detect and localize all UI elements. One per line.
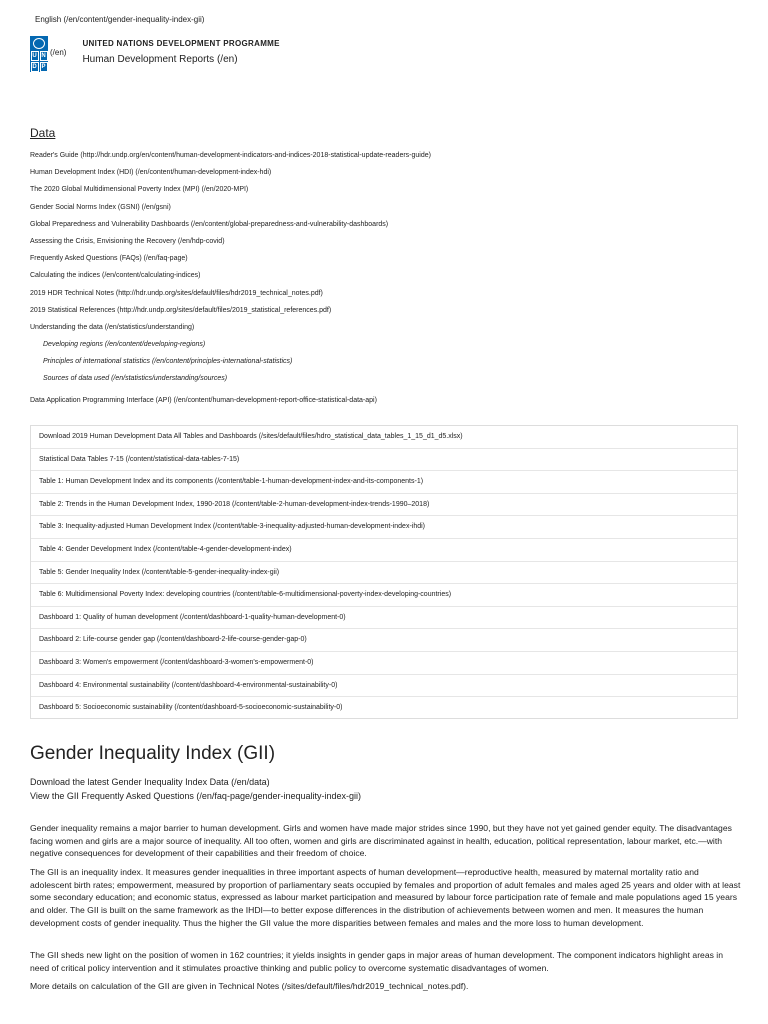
tables-list-box [30,425,738,719]
un-emblem-icon [33,38,45,49]
language-link[interactable]: English (/en/content/gender-inequality-index-gii) [35,15,205,24]
gii-links [30,775,361,803]
data-sub-link[interactable]: Developing regions (/en/content/developing-regions) [43,341,206,349]
data-link[interactable]: 2019 Statistical References (http://hdr.undp.org/sites/default/files/2019_statistical_references.pdf) [30,306,332,314]
technical-notes-paragraph[interactable]: More details on calculation of the GII are given in Technical Notes (/sites/default/files/hdr2019_technical_notes.pdf). [30,981,469,991]
table-link-row[interactable]: Dashboard 5: Socioeconomic sustainability (/content/dashboard-5-socioeconomic-sustainability-0) [39,704,343,712]
data-link[interactable]: Calculating the indices (/en/content/calculating-indices) [30,272,201,280]
page-title: Gender Inequality Index (GII) [30,743,276,764]
data-link[interactable]: Global Preparedness and Vulnerability Dashboards (/en/content/global-preparedness-and-vulnerability-dashboards) [30,220,389,228]
gii-faq-link[interactable]: View the GII Frequently Asked Questions (/en/faq-page/gender-inequality-index-gii) [30,791,362,801]
site-link[interactable]: Human Development Reports (/en) [82,54,238,65]
data-link[interactable]: Reader's Guide (http://hdr.undp.org/en/content/human-development-indicators-and-indices-2018-statistical-update-readers-guide) [30,152,431,159]
data-link[interactable]: Understanding the data (/en/statistics/understanding) [30,323,195,331]
logo-letter: N [41,53,46,59]
logo-home-link[interactable]: (/en) [50,48,67,57]
data-heading[interactable]: Data [30,126,56,140]
table-link-row[interactable]: Table 1: Human Development Index and its components (/content/table-1-human-development-index-and-its-components-1) [31,471,737,494]
table-link-row[interactable]: Statistical Data Tables 7-15 (/content/statistical-data-tables-7-15) [31,449,737,472]
data-link[interactable]: 2019 HDR Technical Notes (http://hdr.undp.org/sites/default/files/hdr2019_technical_notes.pdf) [30,289,323,297]
table-link-row[interactable]: Dashboard 2: Life-course gender gap (/content/dashboard-2-life-course-gender-gap-0) [31,629,737,652]
api-link[interactable]: Data Application Programming Interface (API) (/en/content/human-development-report-office-statistical-data-api) [30,396,377,404]
data-link[interactable]: Assessing the Crisis, Envisioning the Recovery (/en/hdp-covid) [30,237,225,245]
download-gii-link[interactable]: Download the latest Gender Inequality Index Data (/en/data) [30,777,270,787]
logo-letters [31,51,48,72]
body-paragraph: Gender inequality remains a major barrier to human development. Girls and women have made major strides since 1990, but they have not yet gained gender equity. The disadvantages facing women and girls are a major source of inequality. All too often, women and girls are discriminated against in health, education, political representation, labour market, etc.—with negative consequences for development of their capabilities and their freedom of choice. [30,823,732,859]
data-sub-link[interactable]: Principles of international statistics (/en/content/principles-international-statistics) [43,358,293,366]
body-paragraph: The GII is an inequality index. It measures gender inequalities in three important aspects of human development—reproductive health, measured by maternal mortality ratio and adolescent birth rates; empowerment, measured by proportion of parliamentary seats occupied by females and proportion of adult females and males aged 25 years and older with at least some secondary education; and economic status, expressed as labour market participation and measured by labour force participation rate of female and male populations aged 15 years and older. The GII is built on the same framework as the IHDI—to better expose differences in the distribution of achievements between women and men. It measures the human development costs of gender inequality. Thus the higher the GII value the more disparities between females and males and the more loss to human development. [30,867,741,928]
table-link-row[interactable]: Table 2: Trends in the Human Development Index, 1990-2018 (/content/table-2-human-development-index-trends-1990–2018) [31,494,737,517]
data-link[interactable]: Frequently Asked Questions (FAQs) (/en/faq-page) [30,255,188,263]
data-link[interactable]: Human Development Index (HDI) (/en/content/human-development-index-hdi) [30,169,272,177]
logo-letter: P [41,64,46,70]
header-titles [82,36,279,65]
data-link[interactable]: The 2020 Global Multidimensional Poverty Index (MPI) (/en/2020-MPI) [30,186,249,194]
undp-logo[interactable] [30,36,48,72]
site-header [30,36,280,72]
data-sub-link[interactable]: Sources of data used (/en/statistics/understanding/sources) [43,375,228,383]
org-name: UNITED NATIONS DEVELOPMENT PROGRAMME [82,39,280,48]
logo-letter: D [32,64,37,70]
body-paragraph: The GII sheds new light on the position of women in 162 countries; it yields insights in gender gaps in major areas of human development. The component indicators highlight areas in need of critical policy intervention and it stimulates proactive thinking and public policy to overcome systematic disadvantages of women. [30,950,723,973]
table-link-row[interactable]: Table 4: Gender Development Index (/content/table-4-gender-development-index) [31,539,737,562]
table-link-row[interactable]: Dashboard 4: Environmental sustainability (/content/dashboard-4-environmental-sustainability-0) [31,675,737,698]
table-link-row[interactable]: Download 2019 Human Development Data All Tables and Dashboards (/sites/default/files/hdro_statistical_data_tables_1_15_d1_d5.xlsx) [31,426,737,449]
data-links-list [30,151,750,413]
table-link-row[interactable]: Table 3: Inequality-adjusted Human Development Index (/content/table-3-inequality-adjusted-human-development-index-ihdi) [31,516,737,539]
data-link[interactable]: Gender Social Norms Index (GSNI) (/en/gsni) [30,203,171,211]
table-link-row[interactable]: Dashboard 3: Women's empowerment (/content/dashboard-3-women's-empowerment-0) [31,652,737,675]
table-link-row[interactable]: Dashboard 1: Quality of human development (/content/dashboard-1-quality-human-development-0) [31,607,737,630]
table-link-row[interactable]: Table 5: Gender Inequality Index (/content/table-5-gender-inequality-index-gii) [31,562,737,585]
table-link-row[interactable]: Table 6: Multidimensional Poverty Index: developing countries (/content/table-6-multidimensional-poverty-index-developing-countries) [31,584,737,607]
logo-letter: U [32,53,37,59]
